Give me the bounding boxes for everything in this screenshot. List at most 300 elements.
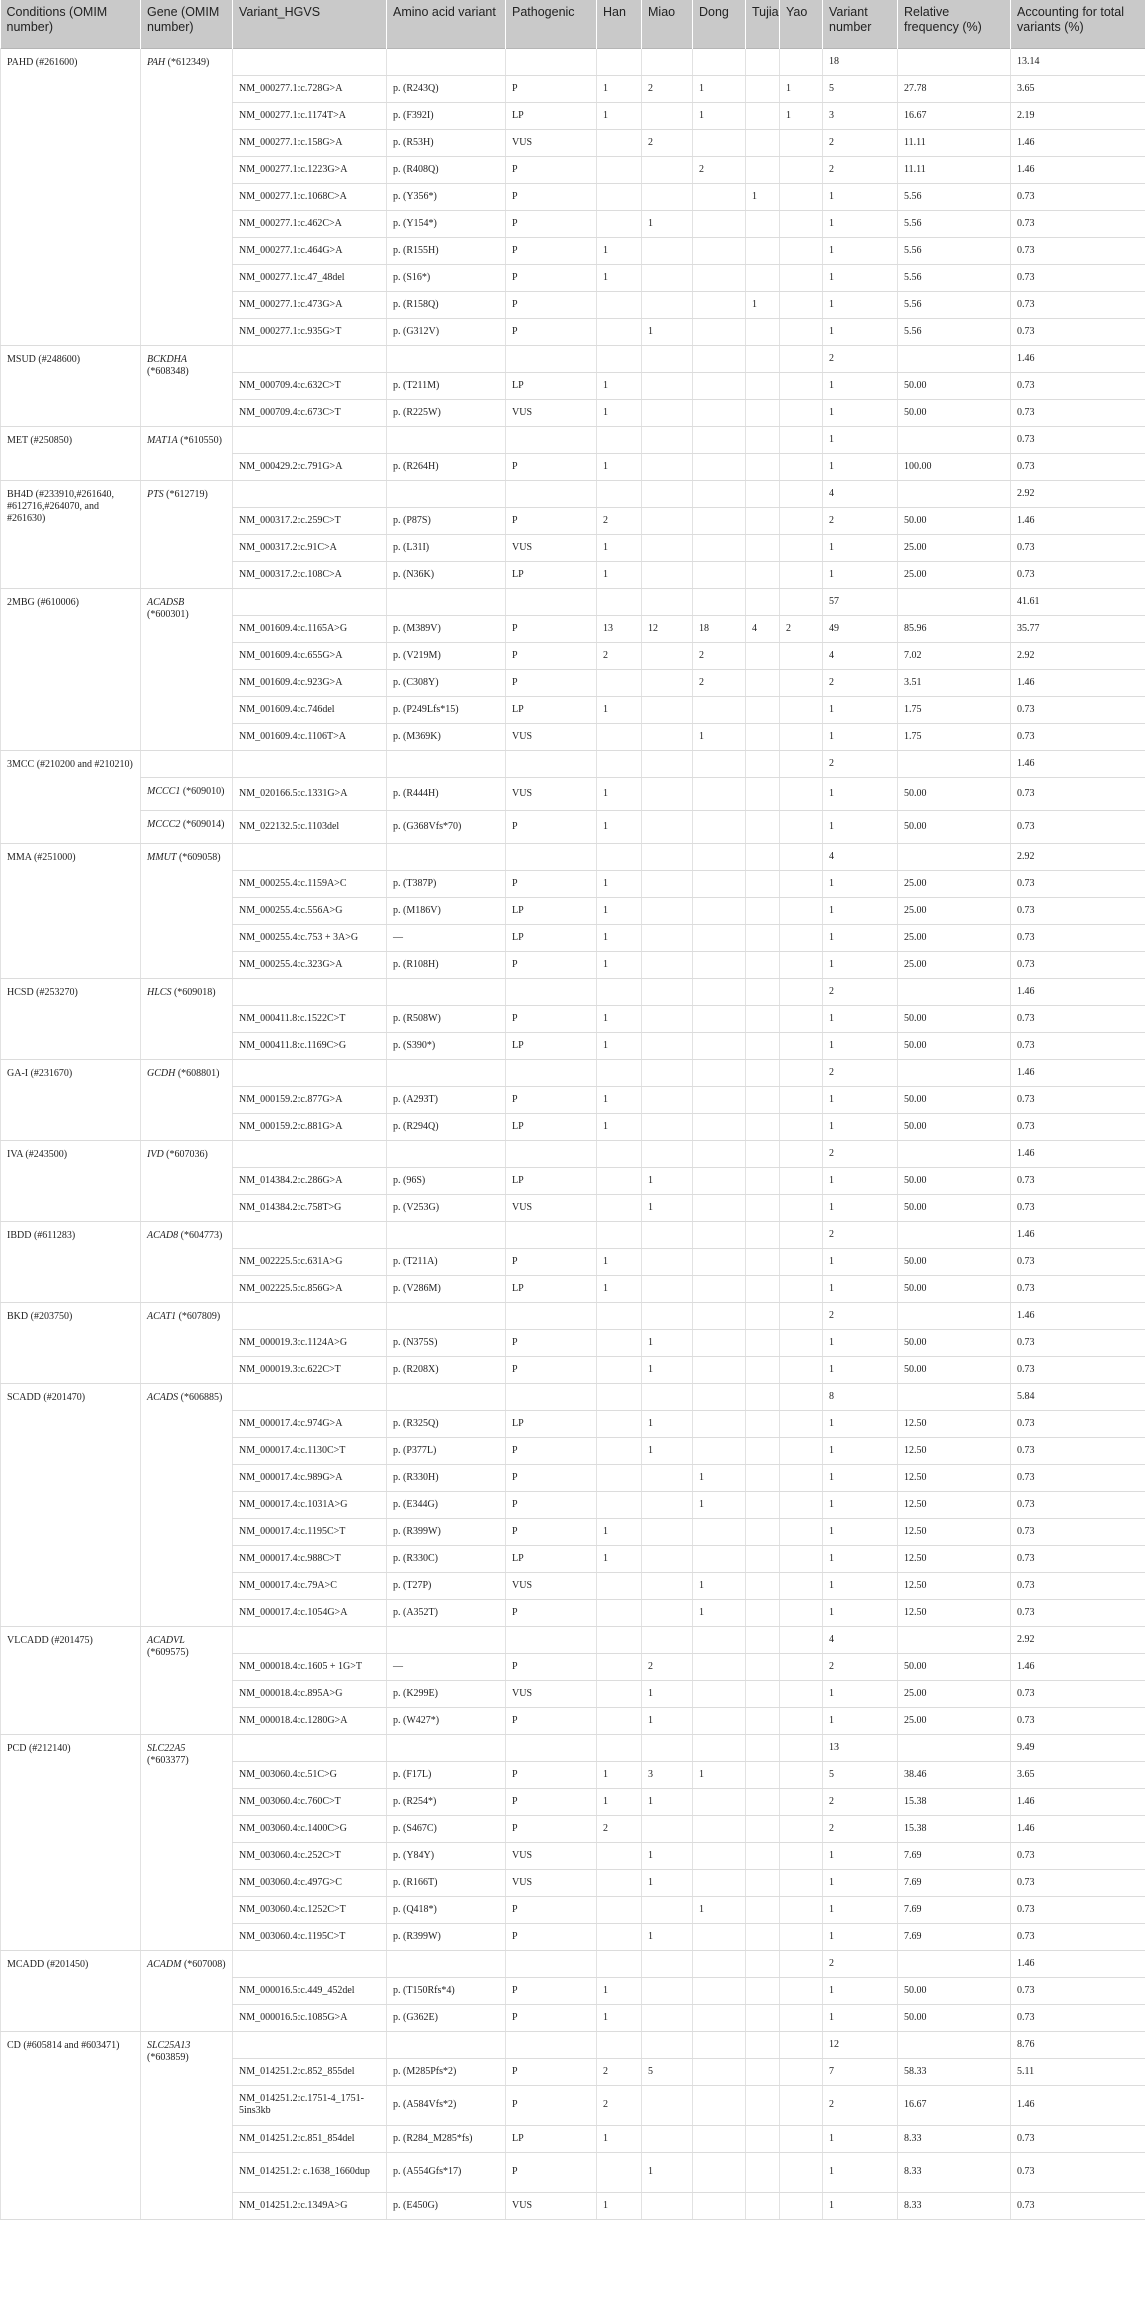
variant-number-cell: 5 xyxy=(823,1761,898,1788)
dong-count-cell xyxy=(693,951,746,978)
variant-number-cell: 8 xyxy=(823,1383,898,1410)
variant-cell: NM_000411.8:c.1522C>T xyxy=(233,1005,387,1032)
relative-frequency-cell: 100.00 xyxy=(898,453,1011,480)
accounting-cell: 1.46 xyxy=(1011,1653,1145,1680)
han-count-cell: 1 xyxy=(597,372,642,399)
accounting-cell: 0.73 xyxy=(1011,1032,1145,1059)
variant-number-cell: 2 xyxy=(823,1788,898,1815)
variant-number-cell: 1 xyxy=(823,897,898,924)
condition-cell: MCADD (#201450) xyxy=(1,1950,141,2031)
variant-number-cell: 1 xyxy=(823,1599,898,1626)
relative-frequency-cell xyxy=(898,2031,1011,2058)
dong-count-cell xyxy=(693,561,746,588)
tujia-count-cell xyxy=(746,897,780,924)
amino-acid-cell: p. (E344G) xyxy=(387,1491,506,1518)
accounting-cell: 0.73 xyxy=(1011,210,1145,237)
variant-cell xyxy=(233,1626,387,1653)
accounting-cell: 0.73 xyxy=(1011,1518,1145,1545)
han-count-cell: 1 xyxy=(597,810,642,843)
relative-frequency-cell xyxy=(898,1734,1011,1761)
relative-frequency-cell: 58.33 xyxy=(898,2058,1011,2085)
yao-count-cell: 1 xyxy=(780,102,823,129)
tujia-count-cell xyxy=(746,1248,780,1275)
han-count-cell: 1 xyxy=(597,1977,642,2004)
gene-cell xyxy=(141,2031,233,2219)
han-count-cell: 1 xyxy=(597,1086,642,1113)
variant-number-cell: 1 xyxy=(823,1464,898,1491)
yao-count-cell xyxy=(780,1734,823,1761)
pathogenic-cell: LP xyxy=(506,1545,597,1572)
tujia-count-cell xyxy=(746,2152,780,2192)
accounting-cell: 1.46 xyxy=(1011,156,1145,183)
miao-count-cell xyxy=(642,669,693,696)
variant-cell: NM_003060.4:c.252C>T xyxy=(233,1842,387,1869)
variant-cell: NM_000018.4:c.1605 + 1G>T xyxy=(233,1653,387,1680)
accounting-cell: 0.73 xyxy=(1011,264,1145,291)
accounting-cell: 1.46 xyxy=(1011,1815,1145,1842)
yao-count-cell xyxy=(780,897,823,924)
gene-omim-number: (*609014) xyxy=(180,818,225,830)
tujia-count-cell xyxy=(746,1977,780,2004)
relative-frequency-cell: 3.51 xyxy=(898,669,1011,696)
yao-count-cell xyxy=(780,2085,823,2125)
yao-count-cell xyxy=(780,129,823,156)
pathogenic-cell: P xyxy=(506,1329,597,1356)
miao-count-cell: 1 xyxy=(642,1923,693,1950)
pathogenic-cell: LP xyxy=(506,1113,597,1140)
accounting-cell: 1.46 xyxy=(1011,129,1145,156)
han-count-cell: 1 xyxy=(597,1113,642,1140)
yao-count-cell xyxy=(780,696,823,723)
gene-cell xyxy=(141,1140,233,1221)
tujia-count-cell xyxy=(746,210,780,237)
amino-acid-cell: p. (R264H) xyxy=(387,453,506,480)
yao-count-cell xyxy=(780,156,823,183)
han-count-cell xyxy=(597,1329,642,1356)
dong-count-cell xyxy=(693,2085,746,2125)
variant-number-cell: 1 xyxy=(823,1194,898,1221)
amino-acid-cell xyxy=(387,48,506,75)
condition-cell: IBDD (#611283) xyxy=(1,1221,141,1302)
accounting-cell: 0.73 xyxy=(1011,1896,1145,1923)
tujia-count-cell xyxy=(746,1788,780,1815)
variant-cell: NM_000016.5:c.1085G>A xyxy=(233,2004,387,2031)
miao-count-cell xyxy=(642,1734,693,1761)
pathogenic-cell: P xyxy=(506,318,597,345)
relative-frequency-cell: 7.69 xyxy=(898,1842,1011,1869)
dong-count-cell xyxy=(693,810,746,843)
relative-frequency-cell: 27.78 xyxy=(898,75,1011,102)
dong-count-cell xyxy=(693,1626,746,1653)
variant-cell: NM_001609.4:c.655G>A xyxy=(233,642,387,669)
tujia-count-cell xyxy=(746,1194,780,1221)
variant-cell: NM_014384.2:c.758T>G xyxy=(233,1194,387,1221)
gene-symbol: MAT1A xyxy=(147,434,178,446)
pathogenic-cell: VUS xyxy=(506,1869,597,1896)
amino-acid-cell xyxy=(387,480,506,507)
yao-count-cell xyxy=(780,1680,823,1707)
yao-count-cell xyxy=(780,1626,823,1653)
pathogenic-cell: P xyxy=(506,1437,597,1464)
tujia-count-cell xyxy=(746,1869,780,1896)
dong-count-cell: 2 xyxy=(693,156,746,183)
variant-cell: NM_000277.1:c.462C>A xyxy=(233,210,387,237)
yao-count-cell xyxy=(780,1248,823,1275)
amino-acid-cell: p. (96S) xyxy=(387,1167,506,1194)
miao-count-cell xyxy=(642,924,693,951)
amino-acid-cell: p. (T211A) xyxy=(387,1248,506,1275)
miao-count-cell xyxy=(642,2085,693,2125)
table-row xyxy=(1,1059,1145,1086)
yao-count-cell xyxy=(780,1977,823,2004)
accounting-cell: 3.65 xyxy=(1011,1761,1145,1788)
dong-count-cell xyxy=(693,1140,746,1167)
relative-frequency-cell: 25.00 xyxy=(898,1707,1011,1734)
relative-frequency-cell: 50.00 xyxy=(898,1086,1011,1113)
variant-cell: NM_000017.4:c.79A>C xyxy=(233,1572,387,1599)
variant-number-cell: 2 xyxy=(823,507,898,534)
variant-cell xyxy=(233,345,387,372)
relative-frequency-cell: 12.50 xyxy=(898,1518,1011,1545)
dong-count-cell xyxy=(693,1032,746,1059)
han-count-cell: 1 xyxy=(597,1788,642,1815)
yao-count-cell xyxy=(780,1005,823,1032)
variant-cell xyxy=(233,978,387,1005)
relative-frequency-cell xyxy=(898,426,1011,453)
miao-count-cell xyxy=(642,480,693,507)
tujia-count-cell xyxy=(746,1842,780,1869)
tujia-count-cell xyxy=(746,237,780,264)
han-count-cell xyxy=(597,183,642,210)
dong-count-cell xyxy=(693,1167,746,1194)
variant-number-cell: 57 xyxy=(823,588,898,615)
yao-count-cell xyxy=(780,1113,823,1140)
table-row xyxy=(1,843,1145,870)
dong-count-cell xyxy=(693,372,746,399)
variant-number-cell: 1 xyxy=(823,1167,898,1194)
pathogenic-cell xyxy=(506,1734,597,1761)
pathogenic-cell: P xyxy=(506,183,597,210)
miao-count-cell xyxy=(642,978,693,1005)
relative-frequency-cell: 5.56 xyxy=(898,183,1011,210)
tujia-count-cell xyxy=(746,870,780,897)
variant-cell xyxy=(233,1302,387,1329)
miao-count-cell xyxy=(642,1518,693,1545)
amino-acid-cell: p. (T150Rfs*4) xyxy=(387,1977,506,2004)
relative-frequency-cell: 12.50 xyxy=(898,1599,1011,1626)
relative-frequency-cell: 1.75 xyxy=(898,696,1011,723)
yao-count-cell xyxy=(780,210,823,237)
relative-frequency-cell xyxy=(898,843,1011,870)
accounting-cell: 0.73 xyxy=(1011,1545,1145,1572)
amino-acid-cell xyxy=(387,1302,506,1329)
pathogenic-cell xyxy=(506,588,597,615)
dong-count-cell xyxy=(693,1707,746,1734)
table-row xyxy=(1,1734,1145,1761)
accounting-cell: 0.73 xyxy=(1011,1464,1145,1491)
yao-count-cell xyxy=(780,2031,823,2058)
dong-count-cell xyxy=(693,897,746,924)
table-row xyxy=(1,777,1145,810)
han-count-cell xyxy=(597,1653,642,1680)
condition-cell: PAHD (#261600) xyxy=(1,48,141,345)
pathogenic-cell xyxy=(506,1140,597,1167)
variant-number-cell: 1 xyxy=(823,237,898,264)
variant-number-cell: 2 xyxy=(823,156,898,183)
miao-count-cell xyxy=(642,1464,693,1491)
relative-frequency-cell xyxy=(898,480,1011,507)
pathogenic-cell: P xyxy=(506,615,597,642)
accounting-cell: 0.73 xyxy=(1011,1680,1145,1707)
variant-cell: NM_020166.5:c.1331G>A xyxy=(233,777,387,810)
variant-number-cell: 2 xyxy=(823,2085,898,2125)
relative-frequency-cell xyxy=(898,1950,1011,1977)
tujia-count-cell xyxy=(746,1356,780,1383)
variant-number-cell: 1 xyxy=(823,777,898,810)
amino-acid-cell: p. (R399W) xyxy=(387,1518,506,1545)
tujia-count-cell xyxy=(746,1410,780,1437)
tujia-count-cell xyxy=(746,345,780,372)
variant-cell xyxy=(233,1059,387,1086)
table-row xyxy=(1,1383,1145,1410)
han-count-cell: 1 xyxy=(597,399,642,426)
han-count-cell: 13 xyxy=(597,615,642,642)
gene-omim-number: (*600301) xyxy=(147,608,189,620)
gene-omim-number: (*607809) xyxy=(176,1310,221,1322)
variant-number-cell: 1 xyxy=(823,1491,898,1518)
amino-acid-cell: p. (Q418*) xyxy=(387,1896,506,1923)
tujia-count-cell xyxy=(746,1653,780,1680)
amino-acid-cell xyxy=(387,978,506,1005)
miao-count-cell: 3 xyxy=(642,1761,693,1788)
accounting-cell: 2.19 xyxy=(1011,102,1145,129)
tujia-count-cell xyxy=(746,534,780,561)
condition-cell: MSUD (#248600) xyxy=(1,345,141,426)
accounting-cell: 0.73 xyxy=(1011,534,1145,561)
dong-count-cell xyxy=(693,183,746,210)
variant-number-cell: 1 xyxy=(823,1086,898,1113)
pathogenic-cell: P xyxy=(506,75,597,102)
header-tujia: Tujia xyxy=(746,0,780,48)
han-count-cell xyxy=(597,1491,642,1518)
dong-count-cell xyxy=(693,480,746,507)
amino-acid-cell xyxy=(387,1140,506,1167)
accounting-cell: 9.49 xyxy=(1011,1734,1145,1761)
miao-count-cell: 1 xyxy=(642,1788,693,1815)
dong-count-cell xyxy=(693,1194,746,1221)
miao-count-cell xyxy=(642,1221,693,1248)
accounting-cell: 0.73 xyxy=(1011,1491,1145,1518)
table-row xyxy=(1,1626,1145,1653)
yao-count-cell xyxy=(780,1032,823,1059)
pathogenic-cell: P xyxy=(506,1464,597,1491)
relative-frequency-cell: 8.33 xyxy=(898,2192,1011,2219)
han-count-cell xyxy=(597,1221,642,1248)
miao-count-cell: 1 xyxy=(642,1329,693,1356)
dong-count-cell xyxy=(693,1653,746,1680)
yao-count-cell xyxy=(780,978,823,1005)
tujia-count-cell xyxy=(746,1113,780,1140)
variant-number-cell: 3 xyxy=(823,102,898,129)
variant-cell xyxy=(233,1140,387,1167)
tujia-count-cell xyxy=(746,399,780,426)
han-count-cell xyxy=(597,978,642,1005)
gene-cell xyxy=(141,1626,233,1734)
han-count-cell xyxy=(597,48,642,75)
table-row xyxy=(1,1140,1145,1167)
miao-count-cell xyxy=(642,1950,693,1977)
accounting-cell: 3.65 xyxy=(1011,75,1145,102)
han-count-cell: 1 xyxy=(597,1275,642,1302)
dong-count-cell xyxy=(693,978,746,1005)
tujia-count-cell xyxy=(746,1518,780,1545)
condition-cell: PCD (#212140) xyxy=(1,1734,141,1950)
miao-count-cell: 1 xyxy=(642,1356,693,1383)
header-accounting-total: Accounting for total variants (%) xyxy=(1011,0,1145,48)
dong-count-cell xyxy=(693,453,746,480)
yao-count-cell xyxy=(780,453,823,480)
gene-symbol: MCCC2 xyxy=(147,818,181,830)
yao-count-cell xyxy=(780,924,823,951)
miao-count-cell: 2 xyxy=(642,129,693,156)
miao-count-cell xyxy=(642,372,693,399)
condition-cell: VLCADD (#201475) xyxy=(1,1626,141,1734)
variant-number-cell: 4 xyxy=(823,1626,898,1653)
table-row xyxy=(1,480,1145,507)
variant-number-cell: 1 xyxy=(823,2125,898,2152)
relative-frequency-cell: 50.00 xyxy=(898,1977,1011,2004)
dong-count-cell xyxy=(693,1383,746,1410)
pathogenic-cell: LP xyxy=(506,1167,597,1194)
han-count-cell: 1 xyxy=(597,2192,642,2219)
relative-frequency-cell: 7.69 xyxy=(898,1896,1011,1923)
yao-count-cell xyxy=(780,1491,823,1518)
accounting-cell: 0.73 xyxy=(1011,183,1145,210)
variant-cell: NM_003060.4:c.497G>C xyxy=(233,1869,387,1896)
tujia-count-cell xyxy=(746,1950,780,1977)
pathogenic-cell: P xyxy=(506,870,597,897)
variant-number-cell: 2 xyxy=(823,669,898,696)
miao-count-cell xyxy=(642,1815,693,1842)
variant-number-cell: 2 xyxy=(823,1140,898,1167)
yao-count-cell xyxy=(780,345,823,372)
yao-count-cell xyxy=(780,642,823,669)
variant-number-cell: 1 xyxy=(823,2192,898,2219)
accounting-cell: 1.46 xyxy=(1011,1140,1145,1167)
miao-count-cell: 1 xyxy=(642,318,693,345)
yao-count-cell xyxy=(780,1464,823,1491)
miao-count-cell: 1 xyxy=(642,210,693,237)
relative-frequency-cell: 50.00 xyxy=(898,399,1011,426)
miao-count-cell xyxy=(642,777,693,810)
pathogenic-cell: LP xyxy=(506,1032,597,1059)
pathogenic-cell xyxy=(506,750,597,777)
gene-cell xyxy=(141,978,233,1059)
han-count-cell xyxy=(597,1923,642,1950)
gene-omim-number: (*610550) xyxy=(177,434,222,446)
yao-count-cell xyxy=(780,1923,823,1950)
variant-cell: NM_000017.4:c.1054G>A xyxy=(233,1599,387,1626)
variant-cell: NM_014251.2:c.1751-4_1751-5ins3kb xyxy=(233,2085,387,2125)
variant-cell: NM_000429.2:c.791G>A xyxy=(233,453,387,480)
amino-acid-cell: p. (K299E) xyxy=(387,1680,506,1707)
han-count-cell xyxy=(597,1599,642,1626)
miao-count-cell xyxy=(642,1032,693,1059)
condition-cell: MET (#250850) xyxy=(1,426,141,480)
han-count-cell xyxy=(597,1896,642,1923)
accounting-cell: 1.46 xyxy=(1011,345,1145,372)
pathogenic-cell: P xyxy=(506,1356,597,1383)
han-count-cell xyxy=(597,2031,642,2058)
han-count-cell: 1 xyxy=(597,924,642,951)
gene-symbol: SLC22A5 xyxy=(147,1742,186,1754)
relative-frequency-cell: 25.00 xyxy=(898,897,1011,924)
amino-acid-cell: p. (M389V) xyxy=(387,615,506,642)
accounting-cell: 0.73 xyxy=(1011,1356,1145,1383)
dong-count-cell xyxy=(693,1950,746,1977)
yao-count-cell xyxy=(780,2004,823,2031)
amino-acid-cell: p. (G362E) xyxy=(387,2004,506,2031)
variant-number-cell: 1 xyxy=(823,1518,898,1545)
variant-cell: NM_003060.4:c.1252C>T xyxy=(233,1896,387,1923)
han-count-cell xyxy=(597,1626,642,1653)
relative-frequency-cell: 12.50 xyxy=(898,1437,1011,1464)
accounting-cell: 1.46 xyxy=(1011,1302,1145,1329)
gene-omim-number: (*609575) xyxy=(147,1646,189,1658)
variant-cell: NM_000159.2:c.881G>A xyxy=(233,1113,387,1140)
miao-count-cell xyxy=(642,345,693,372)
yao-count-cell xyxy=(780,534,823,561)
variant-cell: NM_000317.2:c.91C>A xyxy=(233,534,387,561)
gene-cell xyxy=(141,480,233,588)
pathogenic-cell: LP xyxy=(506,696,597,723)
accounting-cell: 0.73 xyxy=(1011,1275,1145,1302)
yao-count-cell: 2 xyxy=(780,615,823,642)
variant-number-cell: 5 xyxy=(823,75,898,102)
dong-count-cell xyxy=(693,264,746,291)
gene-cell xyxy=(141,588,233,750)
variant-cell xyxy=(233,2031,387,2058)
yao-count-cell xyxy=(780,951,823,978)
han-count-cell: 2 xyxy=(597,2085,642,2125)
variant-cell: NM_014384.2:c.286G>A xyxy=(233,1167,387,1194)
amino-acid-cell: p. (N36K) xyxy=(387,561,506,588)
yao-count-cell xyxy=(780,399,823,426)
miao-count-cell xyxy=(642,426,693,453)
yao-count-cell xyxy=(780,777,823,810)
pathogenic-cell xyxy=(506,1626,597,1653)
amino-acid-cell: p. (R53H) xyxy=(387,129,506,156)
amino-acid-cell: p. (Y154*) xyxy=(387,210,506,237)
miao-count-cell: 2 xyxy=(642,75,693,102)
variant-number-cell: 1 xyxy=(823,1410,898,1437)
pathogenic-cell: P xyxy=(506,1086,597,1113)
amino-acid-cell: p. (A584Vfs*2) xyxy=(387,2085,506,2125)
miao-count-cell xyxy=(642,1383,693,1410)
relative-frequency-cell: 50.00 xyxy=(898,1248,1011,1275)
amino-acid-cell: p. (T211M) xyxy=(387,372,506,399)
variant-number-cell: 1 xyxy=(823,1248,898,1275)
tujia-count-cell xyxy=(746,924,780,951)
variant-number-cell: 2 xyxy=(823,1950,898,1977)
pathogenic-cell: P xyxy=(506,1815,597,1842)
gene-symbol: BCKDHA xyxy=(147,353,187,365)
accounting-cell: 1.46 xyxy=(1011,2085,1145,2125)
accounting-cell: 0.73 xyxy=(1011,2192,1145,2219)
dong-count-cell xyxy=(693,1221,746,1248)
pathogenic-cell: P xyxy=(506,1005,597,1032)
dong-count-cell xyxy=(693,777,746,810)
